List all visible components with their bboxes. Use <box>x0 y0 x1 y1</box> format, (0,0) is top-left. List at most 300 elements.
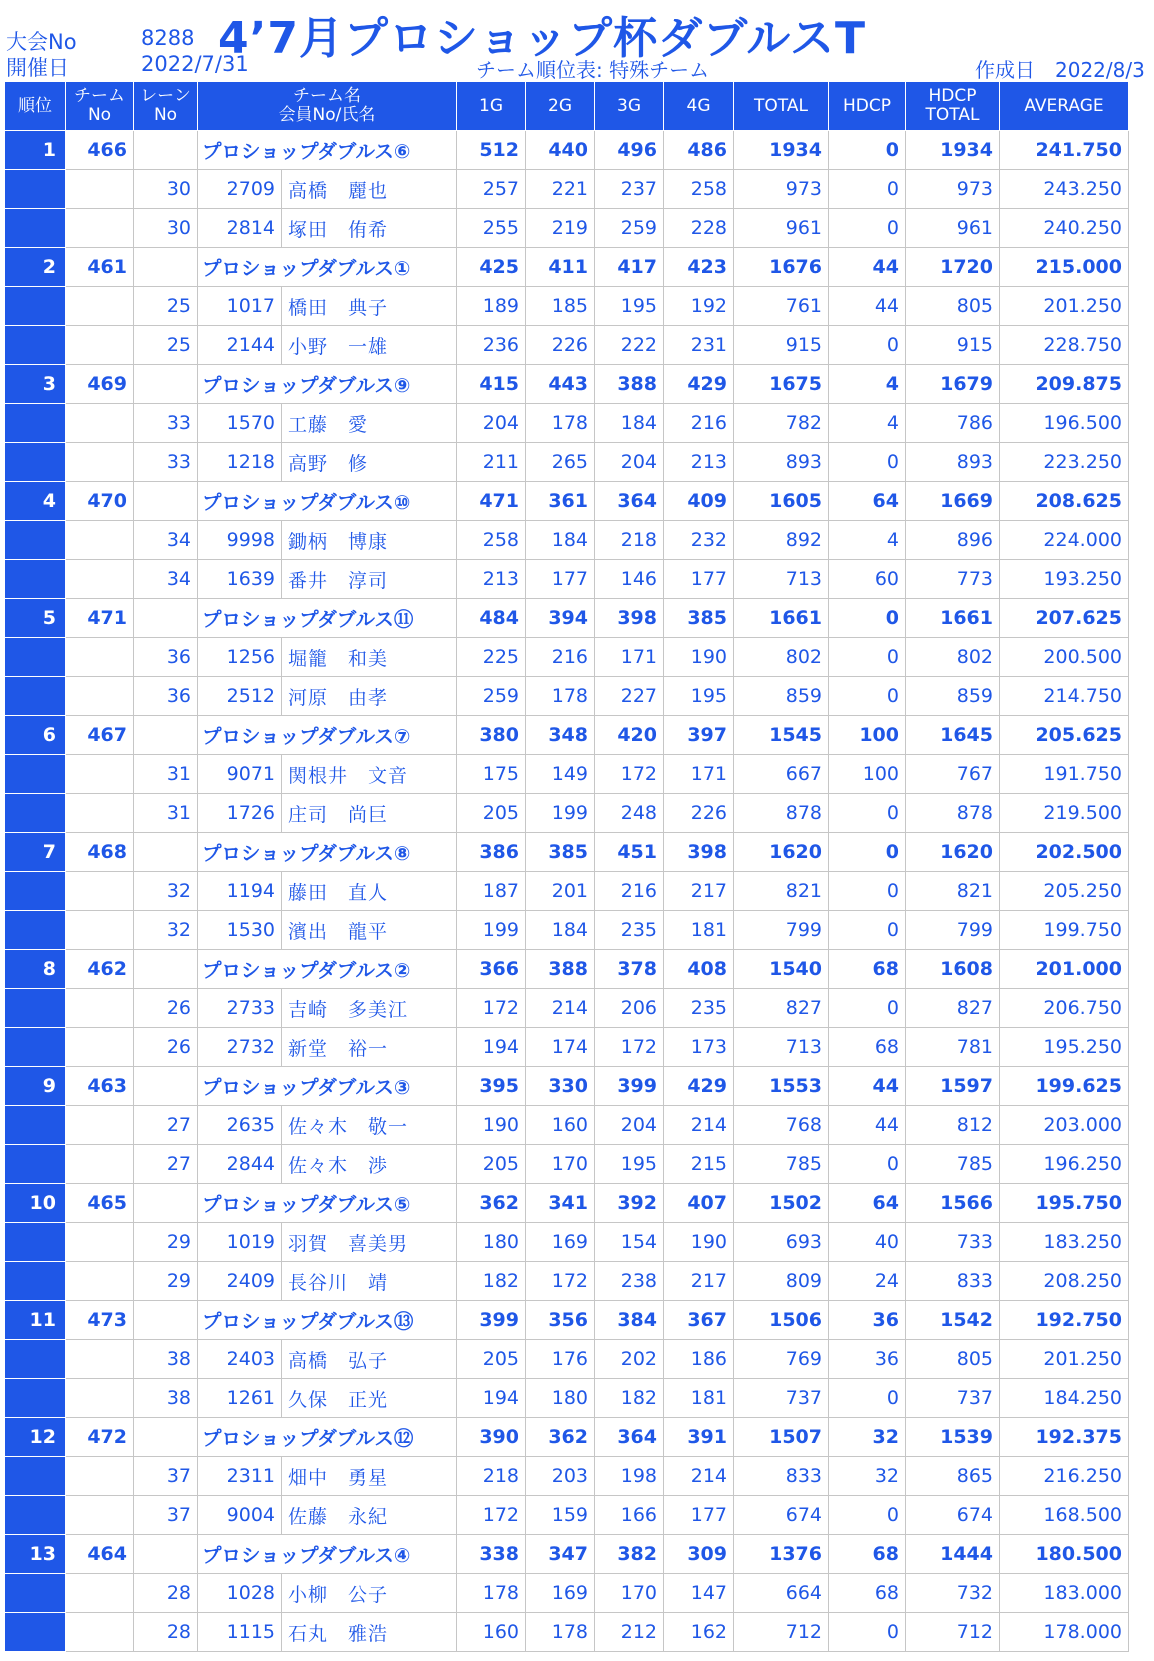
average-cell: 228.750 <box>1000 326 1129 365</box>
player-row <box>5 1496 1129 1535</box>
g1-cell: 204 <box>457 404 526 443</box>
rank-cell: 10 <box>5 1184 66 1223</box>
member-no-cell: 9998 <box>198 521 282 560</box>
g4-cell: 391 <box>664 1418 734 1457</box>
team-name-cell: プロショップダブルス⑩ <box>198 482 457 521</box>
lane-cell: 34 <box>134 560 198 599</box>
hdcp-total-cell: 805 <box>906 287 1000 326</box>
team-no-cell: 464 <box>66 1535 134 1574</box>
g2-cell: 184 <box>526 911 595 950</box>
total-cell: 667 <box>734 755 829 794</box>
lane-cell: 34 <box>134 521 198 560</box>
member-no-cell: 2512 <box>198 677 282 716</box>
g2-cell: 178 <box>526 404 595 443</box>
g2-cell: 201 <box>526 872 595 911</box>
average-cell: 202.500 <box>1000 833 1129 872</box>
team-no-cell: 463 <box>66 1067 134 1106</box>
hdcp-total-cell: 1679 <box>906 365 1000 404</box>
lane-cell <box>134 1067 198 1106</box>
col-hdcp: HDCP <box>829 82 906 131</box>
hdcp-total-cell: 767 <box>906 755 1000 794</box>
hdcp-total-cell: 1608 <box>906 950 1000 989</box>
player-row <box>5 443 1129 482</box>
rank-cell: 3 <box>5 365 66 404</box>
hdcp-total-cell: 805 <box>906 1340 1000 1379</box>
average-cell: 191.750 <box>1000 755 1129 794</box>
rank-cell-empty <box>5 1262 66 1301</box>
player-name-cell: 藤田 直人 <box>282 872 457 911</box>
team-row <box>5 716 1129 755</box>
team-no-cell-empty <box>66 209 134 248</box>
rank-cell-empty <box>5 209 66 248</box>
g1-cell: 255 <box>457 209 526 248</box>
total-cell: 1376 <box>734 1535 829 1574</box>
player-row <box>5 404 1129 443</box>
col-average: AVERAGE <box>1000 82 1129 131</box>
lane-cell <box>134 1535 198 1574</box>
g4-cell: 214 <box>664 1457 734 1496</box>
g2-cell: 226 <box>526 326 595 365</box>
g1-cell: 380 <box>457 716 526 755</box>
tournament-no-value: 8288 <box>141 26 195 50</box>
col-name: チーム名 会員No/氏名 <box>198 82 457 131</box>
created-date: 作成日 2022/8/3 <box>975 58 1145 82</box>
team-no-cell: 472 <box>66 1418 134 1457</box>
g2-cell: 265 <box>526 443 595 482</box>
g4-cell: 195 <box>664 677 734 716</box>
average-cell: 223.250 <box>1000 443 1129 482</box>
team-row <box>5 950 1129 989</box>
team-no-cell-empty <box>66 989 134 1028</box>
date-label: 開催日 <box>6 56 69 80</box>
average-cell: 240.250 <box>1000 209 1129 248</box>
average-cell: 195.750 <box>1000 1184 1129 1223</box>
rank-cell-empty <box>5 404 66 443</box>
g3-cell: 388 <box>595 365 664 404</box>
total-cell: 674 <box>734 1496 829 1535</box>
hdcp-cell: 40 <box>829 1223 906 1262</box>
g1-cell: 160 <box>457 1613 526 1652</box>
hdcp-total-cell: 833 <box>906 1262 1000 1301</box>
average-cell: 195.250 <box>1000 1028 1129 1067</box>
g3-cell: 204 <box>595 1106 664 1145</box>
team-no-cell-empty <box>66 1340 134 1379</box>
lane-cell: 28 <box>134 1574 198 1613</box>
g2-cell: 180 <box>526 1379 595 1418</box>
g1-cell: 205 <box>457 1340 526 1379</box>
member-no-cell: 2814 <box>198 209 282 248</box>
average-cell: 216.250 <box>1000 1457 1129 1496</box>
team-no-cell: 462 <box>66 950 134 989</box>
team-row <box>5 365 1129 404</box>
g1-cell: 182 <box>457 1262 526 1301</box>
rank-cell: 12 <box>5 1418 66 1457</box>
g1-cell: 187 <box>457 872 526 911</box>
total-cell: 1540 <box>734 950 829 989</box>
g2-cell: 388 <box>526 950 595 989</box>
lane-cell: 32 <box>134 911 198 950</box>
g1-cell: 211 <box>457 443 526 482</box>
g1-cell: 172 <box>457 1496 526 1535</box>
player-row <box>5 1106 1129 1145</box>
member-no-cell: 9004 <box>198 1496 282 1535</box>
member-no-cell: 1726 <box>198 794 282 833</box>
hdcp-total-cell: 896 <box>906 521 1000 560</box>
team-row <box>5 599 1129 638</box>
col-hdcp-total: HDCP TOTAL <box>906 82 1000 131</box>
team-no-cell-empty <box>66 1379 134 1418</box>
g1-cell: 189 <box>457 287 526 326</box>
total-cell: 1620 <box>734 833 829 872</box>
g3-cell: 154 <box>595 1223 664 1262</box>
g4-cell: 408 <box>664 950 734 989</box>
hdcp-cell: 36 <box>829 1340 906 1379</box>
lane-cell <box>134 1184 198 1223</box>
g3-cell: 235 <box>595 911 664 950</box>
hdcp-total-cell: 1539 <box>906 1418 1000 1457</box>
hdcp-cell: 0 <box>829 1145 906 1184</box>
g2-cell: 172 <box>526 1262 595 1301</box>
member-no-cell: 1115 <box>198 1613 282 1652</box>
team-no-cell-empty <box>66 404 134 443</box>
hdcp-total-cell: 1620 <box>906 833 1000 872</box>
g4-cell: 423 <box>664 248 734 287</box>
hdcp-cell: 0 <box>829 1613 906 1652</box>
g1-cell: 259 <box>457 677 526 716</box>
team-name-cell: プロショップダブルス⑬ <box>198 1301 457 1340</box>
hdcp-cell: 64 <box>829 482 906 521</box>
g3-cell: 171 <box>595 638 664 677</box>
player-row <box>5 1223 1129 1262</box>
member-no-cell: 1256 <box>198 638 282 677</box>
team-name-cell: プロショップダブルス③ <box>198 1067 457 1106</box>
g1-cell: 218 <box>457 1457 526 1496</box>
hdcp-cell: 24 <box>829 1262 906 1301</box>
hdcp-total-cell: 1934 <box>906 131 1000 170</box>
g4-cell: 309 <box>664 1535 734 1574</box>
hdcp-total-cell: 1645 <box>906 716 1000 755</box>
average-cell: 201.250 <box>1000 287 1129 326</box>
average-cell: 201.250 <box>1000 1340 1129 1379</box>
total-cell: 713 <box>734 560 829 599</box>
rank-cell-empty <box>5 443 66 482</box>
total-cell: 973 <box>734 170 829 209</box>
average-cell: 219.500 <box>1000 794 1129 833</box>
g1-cell: 390 <box>457 1418 526 1457</box>
team-no-cell-empty <box>66 1613 134 1652</box>
lane-cell <box>134 1301 198 1340</box>
col-g3: 3G <box>595 82 664 131</box>
g2-cell: 362 <box>526 1418 595 1457</box>
hdcp-cell: 60 <box>829 560 906 599</box>
rank-cell-empty <box>5 521 66 560</box>
g4-cell: 190 <box>664 1223 734 1262</box>
g3-cell: 259 <box>595 209 664 248</box>
member-no-cell: 1261 <box>198 1379 282 1418</box>
lane-cell: 30 <box>134 209 198 248</box>
g3-cell: 364 <box>595 482 664 521</box>
lane-cell: 33 <box>134 443 198 482</box>
g1-cell: 362 <box>457 1184 526 1223</box>
player-name-cell: 河原 由孝 <box>282 677 457 716</box>
g3-cell: 172 <box>595 755 664 794</box>
hdcp-total-cell: 827 <box>906 989 1000 1028</box>
average-cell: 183.000 <box>1000 1574 1129 1613</box>
g2-cell: 216 <box>526 638 595 677</box>
lane-cell: 38 <box>134 1379 198 1418</box>
g1-cell: 194 <box>457 1379 526 1418</box>
hdcp-total-cell: 785 <box>906 1145 1000 1184</box>
team-no-cell: 465 <box>66 1184 134 1223</box>
member-no-cell: 9071 <box>198 755 282 794</box>
team-no-cell-empty <box>66 1496 134 1535</box>
g4-cell: 217 <box>664 1262 734 1301</box>
g1-cell: 415 <box>457 365 526 404</box>
player-name-cell: 佐々木 敬一 <box>282 1106 457 1145</box>
g3-cell: 195 <box>595 287 664 326</box>
average-cell: 208.625 <box>1000 482 1129 521</box>
player-row <box>5 170 1129 209</box>
g4-cell: 177 <box>664 1496 734 1535</box>
g1-cell: 180 <box>457 1223 526 1262</box>
hdcp-total-cell: 821 <box>906 872 1000 911</box>
total-cell: 1506 <box>734 1301 829 1340</box>
member-no-cell: 1530 <box>198 911 282 950</box>
player-name-cell: 工藤 愛 <box>282 404 457 443</box>
member-no-cell: 1028 <box>198 1574 282 1613</box>
hdcp-cell: 68 <box>829 1028 906 1067</box>
player-row <box>5 872 1129 911</box>
player-name-cell: 関根井 文音 <box>282 755 457 794</box>
player-row <box>5 1457 1129 1496</box>
lane-cell <box>134 365 198 404</box>
total-cell: 893 <box>734 443 829 482</box>
member-no-cell: 1019 <box>198 1223 282 1262</box>
player-name-cell: 庄司 尚巨 <box>282 794 457 833</box>
hdcp-cell: 0 <box>829 677 906 716</box>
g4-cell: 217 <box>664 872 734 911</box>
player-row <box>5 1262 1129 1301</box>
team-no-cell: 468 <box>66 833 134 872</box>
average-cell: 214.750 <box>1000 677 1129 716</box>
lane-cell: 31 <box>134 794 198 833</box>
average-cell: 180.500 <box>1000 1535 1129 1574</box>
g3-cell: 184 <box>595 404 664 443</box>
total-cell: 768 <box>734 1106 829 1145</box>
average-cell: 192.750 <box>1000 1301 1129 1340</box>
hdcp-total-cell: 1669 <box>906 482 1000 521</box>
g3-cell: 182 <box>595 1379 664 1418</box>
team-no-cell-empty <box>66 1262 134 1301</box>
lane-cell: 32 <box>134 872 198 911</box>
average-cell: 208.250 <box>1000 1262 1129 1301</box>
rank-cell-empty <box>5 677 66 716</box>
g4-cell: 177 <box>664 560 734 599</box>
g1-cell: 338 <box>457 1535 526 1574</box>
player-row <box>5 521 1129 560</box>
rank-cell-empty <box>5 911 66 950</box>
lane-cell: 37 <box>134 1457 198 1496</box>
g4-cell: 429 <box>664 365 734 404</box>
g2-cell: 185 <box>526 287 595 326</box>
g3-cell: 218 <box>595 521 664 560</box>
g4-cell: 429 <box>664 1067 734 1106</box>
rank-cell: 7 <box>5 833 66 872</box>
total-cell: 833 <box>734 1457 829 1496</box>
member-no-cell: 2311 <box>198 1457 282 1496</box>
g2-cell: 411 <box>526 248 595 287</box>
g1-cell: 225 <box>457 638 526 677</box>
g2-cell: 443 <box>526 365 595 404</box>
team-no-cell: 473 <box>66 1301 134 1340</box>
g3-cell: 198 <box>595 1457 664 1496</box>
g4-cell: 409 <box>664 482 734 521</box>
tournament-no-label: 大会No <box>6 30 77 54</box>
g3-cell: 420 <box>595 716 664 755</box>
team-row <box>5 1535 1129 1574</box>
g2-cell: 361 <box>526 482 595 521</box>
rank-cell-empty <box>5 326 66 365</box>
g1-cell: 366 <box>457 950 526 989</box>
g2-cell: 178 <box>526 1613 595 1652</box>
g2-cell: 221 <box>526 170 595 209</box>
g3-cell: 222 <box>595 326 664 365</box>
g4-cell: 173 <box>664 1028 734 1067</box>
player-row <box>5 209 1129 248</box>
player-name-cell: 高野 修 <box>282 443 457 482</box>
g3-cell: 384 <box>595 1301 664 1340</box>
average-cell: 205.250 <box>1000 872 1129 911</box>
lane-cell: 37 <box>134 1496 198 1535</box>
team-no-cell-empty <box>66 1028 134 1067</box>
g3-cell: 206 <box>595 989 664 1028</box>
total-cell: 693 <box>734 1223 829 1262</box>
g4-cell: 226 <box>664 794 734 833</box>
team-row <box>5 248 1129 287</box>
lane-cell: 26 <box>134 989 198 1028</box>
hdcp-cell: 68 <box>829 1574 906 1613</box>
player-name-cell: 久保 正光 <box>282 1379 457 1418</box>
g2-cell: 199 <box>526 794 595 833</box>
g3-cell: 195 <box>595 1145 664 1184</box>
hdcp-cell: 0 <box>829 989 906 1028</box>
lane-cell: 31 <box>134 755 198 794</box>
rank-cell-empty <box>5 755 66 794</box>
hdcp-cell: 0 <box>829 833 906 872</box>
total-cell: 859 <box>734 677 829 716</box>
team-no-cell-empty <box>66 638 134 677</box>
g1-cell: 178 <box>457 1574 526 1613</box>
g2-cell: 440 <box>526 131 595 170</box>
hdcp-cell: 0 <box>829 209 906 248</box>
g2-cell: 149 <box>526 755 595 794</box>
member-no-cell: 1194 <box>198 872 282 911</box>
team-no-cell-empty <box>66 287 134 326</box>
rank-cell: 5 <box>5 599 66 638</box>
total-cell: 761 <box>734 287 829 326</box>
hdcp-cell: 0 <box>829 131 906 170</box>
hdcp-cell: 4 <box>829 404 906 443</box>
lane-cell: 36 <box>134 677 198 716</box>
player-name-cell: 佐藤 永紀 <box>282 1496 457 1535</box>
lane-cell <box>134 833 198 872</box>
g4-cell: 486 <box>664 131 734 170</box>
g3-cell: 417 <box>595 248 664 287</box>
g2-cell: 177 <box>526 560 595 599</box>
total-cell: 1605 <box>734 482 829 521</box>
rank-cell-empty <box>5 989 66 1028</box>
lane-cell: 25 <box>134 287 198 326</box>
team-no-cell: 467 <box>66 716 134 755</box>
average-cell: 196.500 <box>1000 404 1129 443</box>
g3-cell: 216 <box>595 872 664 911</box>
lane-cell: 26 <box>134 1028 198 1067</box>
hdcp-cell: 36 <box>829 1301 906 1340</box>
player-row <box>5 911 1129 950</box>
team-row <box>5 131 1129 170</box>
average-cell: 178.000 <box>1000 1613 1129 1652</box>
g4-cell: 407 <box>664 1184 734 1223</box>
lane-cell <box>134 131 198 170</box>
team-row <box>5 1301 1129 1340</box>
average-cell: 199.750 <box>1000 911 1129 950</box>
player-name-cell: 石丸 雅浩 <box>282 1613 457 1652</box>
player-name-cell: 小野 一雄 <box>282 326 457 365</box>
rank-cell-empty <box>5 1145 66 1184</box>
g1-cell: 194 <box>457 1028 526 1067</box>
hdcp-cell: 32 <box>829 1457 906 1496</box>
total-cell: 1676 <box>734 248 829 287</box>
player-name-cell: 堀籠 和美 <box>282 638 457 677</box>
g4-cell: 367 <box>664 1301 734 1340</box>
team-no-cell: 461 <box>66 248 134 287</box>
hdcp-total-cell: 733 <box>906 1223 1000 1262</box>
team-no-cell-empty <box>66 872 134 911</box>
lane-cell: 29 <box>134 1262 198 1301</box>
lane-cell <box>134 1418 198 1457</box>
rank-cell-empty <box>5 1340 66 1379</box>
team-name-cell: プロショップダブルス⑥ <box>198 131 457 170</box>
hdcp-cell: 44 <box>829 248 906 287</box>
g2-cell: 394 <box>526 599 595 638</box>
hdcp-cell: 0 <box>829 599 906 638</box>
rank-cell: 9 <box>5 1067 66 1106</box>
hdcp-cell: 0 <box>829 326 906 365</box>
rank-cell-empty <box>5 1457 66 1496</box>
total-cell: 802 <box>734 638 829 677</box>
rank-cell-empty <box>5 1028 66 1067</box>
g4-cell: 231 <box>664 326 734 365</box>
team-no-cell-empty <box>66 794 134 833</box>
hdcp-total-cell: 973 <box>906 170 1000 209</box>
hdcp-cell: 0 <box>829 794 906 833</box>
hdcp-total-cell: 737 <box>906 1379 1000 1418</box>
team-no-cell-empty <box>66 1574 134 1613</box>
team-no-cell-empty <box>66 326 134 365</box>
total-cell: 664 <box>734 1574 829 1613</box>
hdcp-cell: 100 <box>829 755 906 794</box>
g2-cell: 214 <box>526 989 595 1028</box>
average-cell: 199.625 <box>1000 1067 1129 1106</box>
average-cell: 183.250 <box>1000 1223 1129 1262</box>
g3-cell: 451 <box>595 833 664 872</box>
g4-cell: 215 <box>664 1145 734 1184</box>
team-name-cell: プロショップダブルス④ <box>198 1535 457 1574</box>
player-row <box>5 677 1129 716</box>
lane-cell: 25 <box>134 326 198 365</box>
rank-cell-empty <box>5 1106 66 1145</box>
team-no-cell-empty <box>66 677 134 716</box>
